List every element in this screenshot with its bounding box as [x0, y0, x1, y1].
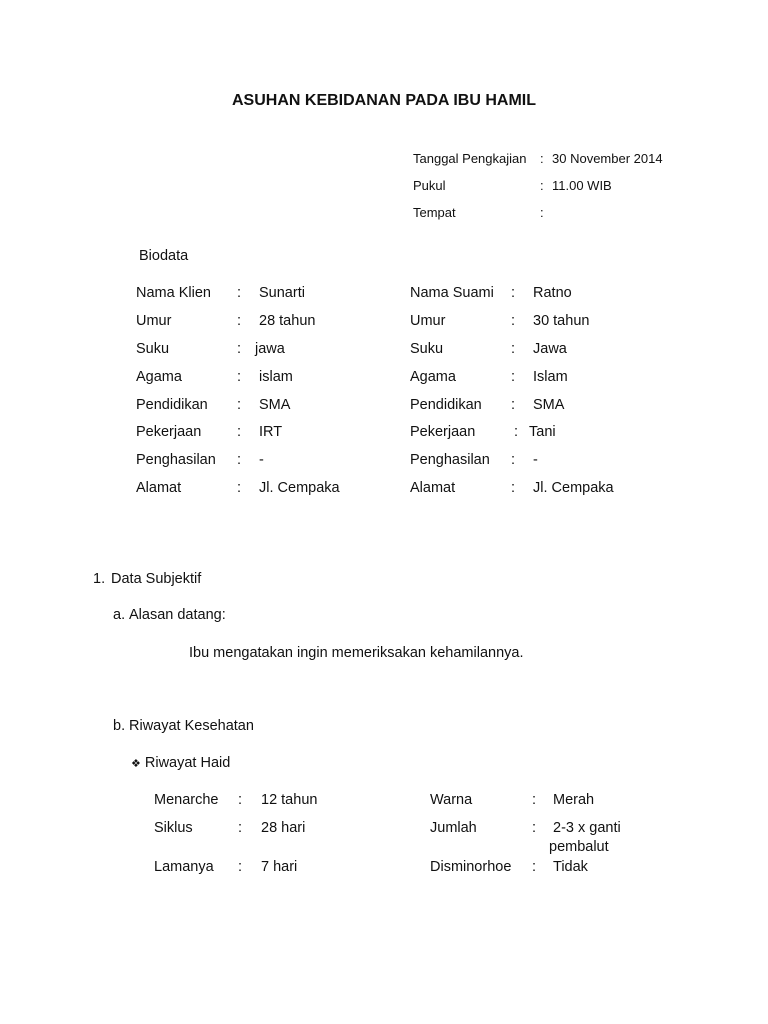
- client-age-value: 28 tahun: [259, 313, 316, 329]
- section-number: 1.: [93, 571, 106, 587]
- client-age-sep: :: [237, 313, 242, 329]
- haid-color-sep: :: [532, 792, 537, 808]
- haid-amount-label: Jumlah: [430, 820, 477, 836]
- assessment-date-sep: :: [540, 151, 544, 166]
- client-education-sep: :: [237, 397, 242, 413]
- assessment-place-label: Tempat: [413, 205, 456, 220]
- client-religion-value: islam: [259, 369, 293, 385]
- haid-color-label: Warna: [430, 792, 473, 808]
- riwayat-haid-heading: [131, 755, 230, 771]
- client-job-label: Pekerjaan: [136, 424, 202, 440]
- assessment-date-value: 30 November 2014: [552, 151, 663, 166]
- subsection-a-marker: a.: [113, 607, 126, 623]
- riwayat-haid-label: Riwayat Haid: [144, 755, 231, 771]
- document-title: ASUHAN KEBIDANAN PADA IBU HAMIL: [232, 92, 536, 109]
- husband-job-sep: :: [514, 424, 519, 440]
- client-job-sep: :: [237, 424, 242, 440]
- client-education-value: SMA: [259, 397, 291, 413]
- husband-income-label: Penghasilan: [410, 452, 490, 468]
- haid-amount-sep: :: [532, 820, 537, 836]
- haid-color-value: Merah: [553, 792, 595, 808]
- husband-address-label: Alamat: [410, 480, 456, 496]
- haid-amount-value: 2-3 x ganti: [553, 820, 621, 836]
- husband-ethnicity-label: Suku: [410, 341, 444, 357]
- husband-address-value: Jl. Cempaka: [533, 480, 614, 496]
- haid-cycle-label: Siklus: [154, 820, 193, 836]
- client-income-label: Penghasilan: [136, 452, 216, 468]
- assessment-time-sep: :: [540, 178, 544, 193]
- client-job-value: IRT: [259, 424, 283, 440]
- client-ethnicity-sep: :: [237, 341, 242, 357]
- assessment-place-sep: :: [540, 205, 544, 220]
- haid-menarche-value: 12 tahun: [261, 792, 318, 808]
- husband-job-label: Pekerjaan: [410, 424, 476, 440]
- client-name-sep: :: [237, 285, 242, 301]
- husband-education-sep: :: [511, 397, 516, 413]
- client-address-label: Alamat: [136, 480, 182, 496]
- haid-cycle-sep: :: [238, 820, 243, 836]
- husband-religion-label: Agama: [410, 369, 456, 385]
- client-age-label: Umur: [136, 313, 172, 329]
- client-income-value: -: [259, 452, 264, 468]
- husband-address-sep: :: [511, 480, 516, 496]
- subsection-a-heading: Alasan datang:: [129, 607, 226, 623]
- haid-duration-sep: :: [238, 859, 243, 875]
- husband-name-label: Nama Suami: [410, 285, 494, 301]
- haid-menarche-sep: :: [238, 792, 243, 808]
- client-ethnicity-label: Suku: [136, 341, 170, 357]
- haid-cycle-value: 28 hari: [261, 820, 306, 836]
- husband-name-value: Ratno: [533, 285, 572, 301]
- husband-job-value: Tani: [529, 424, 556, 440]
- haid-dysmenorrhea-label: Disminorhoe: [430, 859, 512, 875]
- client-education-label: Pendidikan: [136, 397, 208, 413]
- husband-ethnicity-value: Jawa: [533, 341, 567, 357]
- client-address-value: Jl. Cempaka: [259, 480, 340, 496]
- haid-menarche-label: Menarche: [154, 792, 219, 808]
- husband-age-value: 30 tahun: [533, 313, 590, 329]
- client-name-label: Nama Klien: [136, 285, 211, 301]
- diamond-bullet-icon: ❖: [131, 758, 141, 770]
- client-name-value: Sunarti: [259, 285, 305, 301]
- subsection-b-marker: b.: [113, 718, 126, 734]
- biodata-heading: Biodata: [139, 248, 189, 264]
- husband-age-label: Umur: [410, 313, 446, 329]
- husband-religion-sep: :: [511, 369, 516, 385]
- husband-education-value: SMA: [533, 397, 565, 413]
- haid-amount-value-cont: pembalut: [549, 839, 609, 855]
- haid-duration-label: Lamanya: [154, 859, 214, 875]
- client-income-sep: :: [237, 452, 242, 468]
- husband-religion-value: Islam: [533, 369, 568, 385]
- husband-ethnicity-sep: :: [511, 341, 516, 357]
- assessment-time-value: 11.00 WIB: [552, 178, 612, 193]
- client-religion-sep: :: [237, 369, 242, 385]
- subsection-a-text: Ibu mengatakan ingin memeriksakan kehamilannya.: [189, 645, 524, 661]
- husband-name-sep: :: [511, 285, 516, 301]
- haid-dysmenorrhea-sep: :: [532, 859, 537, 875]
- client-ethnicity-value: jawa: [255, 341, 285, 357]
- client-religion-label: Agama: [136, 369, 182, 385]
- husband-income-sep: :: [511, 452, 516, 468]
- subsection-b-heading: Riwayat Kesehatan: [129, 718, 254, 734]
- husband-age-sep: :: [511, 313, 516, 329]
- client-address-sep: :: [237, 480, 242, 496]
- husband-income-value: -: [533, 452, 538, 468]
- haid-dysmenorrhea-value: Tidak: [553, 859, 588, 875]
- assessment-time-label: Pukul: [413, 178, 446, 193]
- husband-education-label: Pendidikan: [410, 397, 482, 413]
- assessment-date-label: Tanggal Pengkajian: [413, 151, 527, 166]
- haid-duration-value: 7 hari: [261, 859, 298, 875]
- section-heading: Data Subjektif: [111, 571, 202, 587]
